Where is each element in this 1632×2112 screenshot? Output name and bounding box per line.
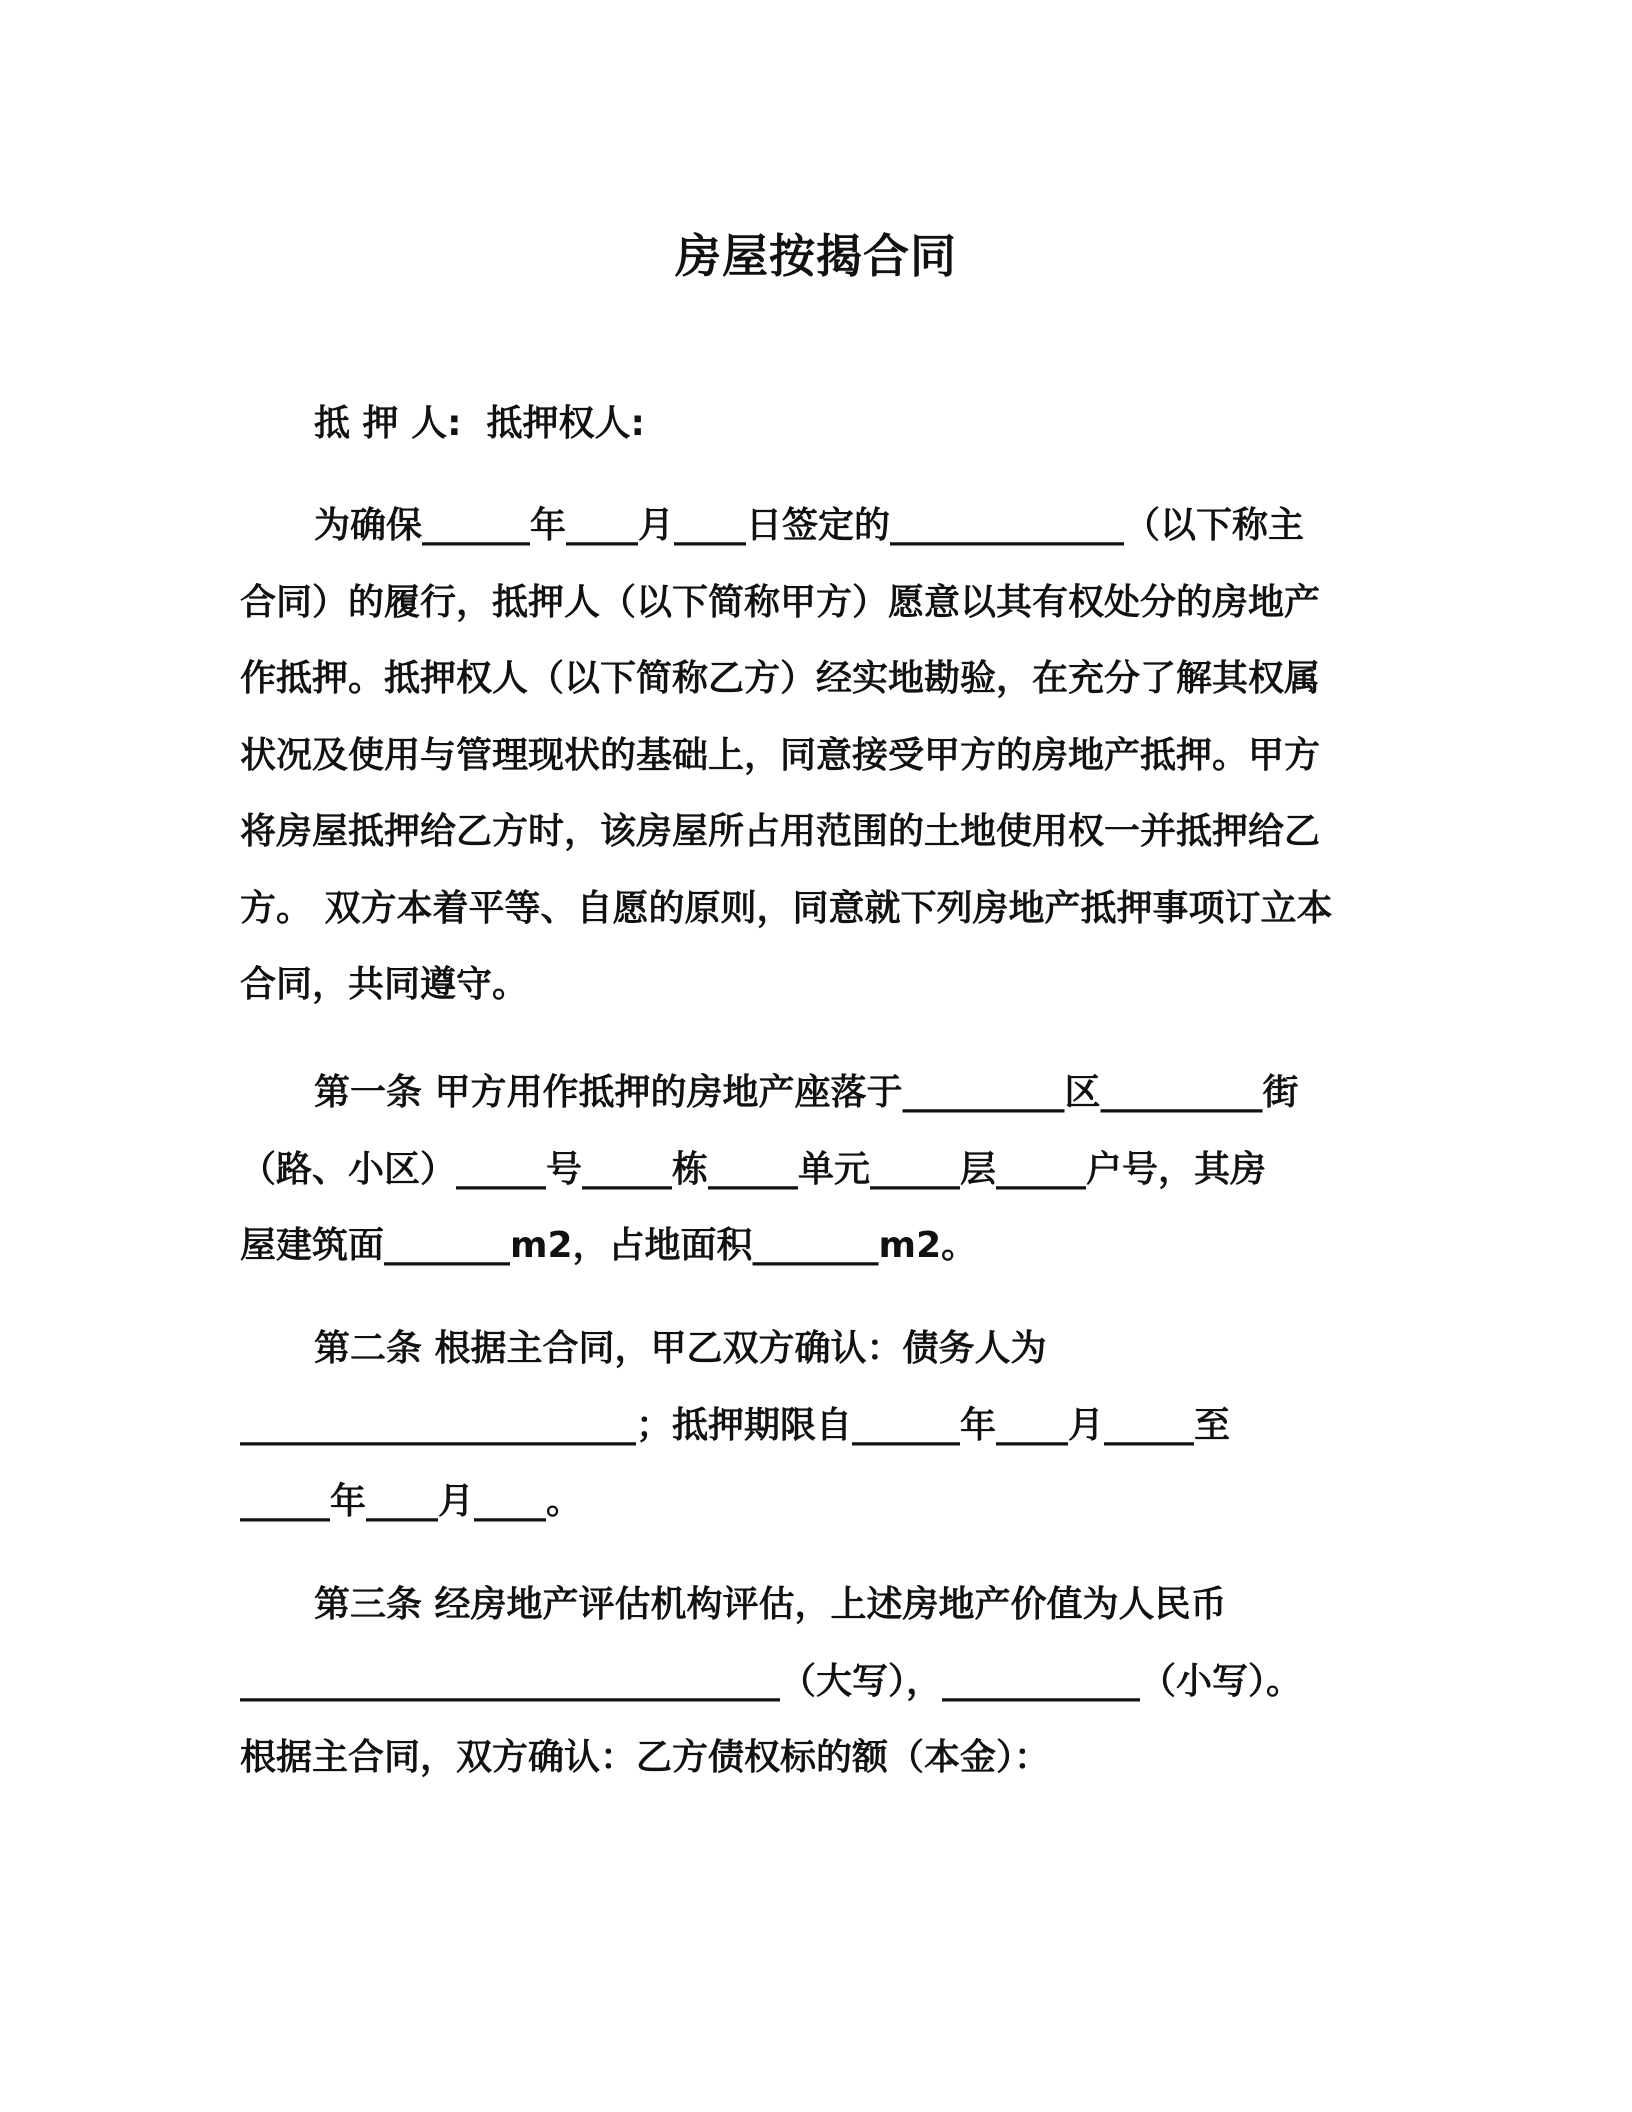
- intro-line: 为确保______年____月____日签定的_____________（以下称主: [314, 505, 1305, 546]
- intro-line: 状况及使用与管理现状的基础上，同意接受甲方的房地产抵押。甲方: [240, 734, 1321, 776]
- document-title: 房屋按揭合同: [675, 229, 957, 283]
- article-3: [240, 1567, 1390, 1797]
- parties-line: [240, 386, 1390, 463]
- intro-line: 方。 双方本着平等、自愿的原则，同意就下列房地产抵押事项订立本: [240, 887, 1333, 929]
- article-2-line: ______________________；抵押期限自______年____月_____至: [240, 1404, 1231, 1446]
- article-2-line: _____年____月____。: [240, 1481, 582, 1522]
- article-3-line: 根据主合同，双方确认：乙方债权标的额（本金）：: [240, 1737, 1051, 1778]
- intro-line: 合同，共同遵守。: [240, 964, 529, 1005]
- article-3-line: 第三条 经房地产评估机构评估，上述房地产价值为人民币: [314, 1584, 1227, 1625]
- article-3-line: ______________________________（大写），___________（小写）。: [240, 1660, 1303, 1702]
- intro-line: 作抵押。抵押权人（以下简称乙方）经实地勘验，在充分了解其权属: [240, 658, 1321, 699]
- article-2-line: 第二条 根据主合同，甲乙双方确认：债务人为: [314, 1328, 1047, 1369]
- intro-line: 合同）的履行，抵押人（以下简称甲方）愿意以其有权处分的房地产: [240, 581, 1321, 623]
- article-1-line: 屋建筑面_______m2，占地面积_______m2。: [240, 1225, 978, 1266]
- article-1-line: （路、小区）_____号_____栋_____单元_____层_____户号，其房: [240, 1148, 1267, 1190]
- article-2: [240, 1311, 1390, 1541]
- intro-paragraph: [240, 488, 1390, 1024]
- intro-line: 将房屋抵押给乙方时，该房屋所占用范围的土地使用权一并抵押给乙: [240, 811, 1321, 852]
- article-1: [240, 1055, 1390, 1285]
- parties-text: 抵 押 人: 抵押权人:: [314, 403, 645, 444]
- article-1-line: 第一条 甲方用作抵押的房地产座落于_________区_________街: [314, 1072, 1299, 1113]
